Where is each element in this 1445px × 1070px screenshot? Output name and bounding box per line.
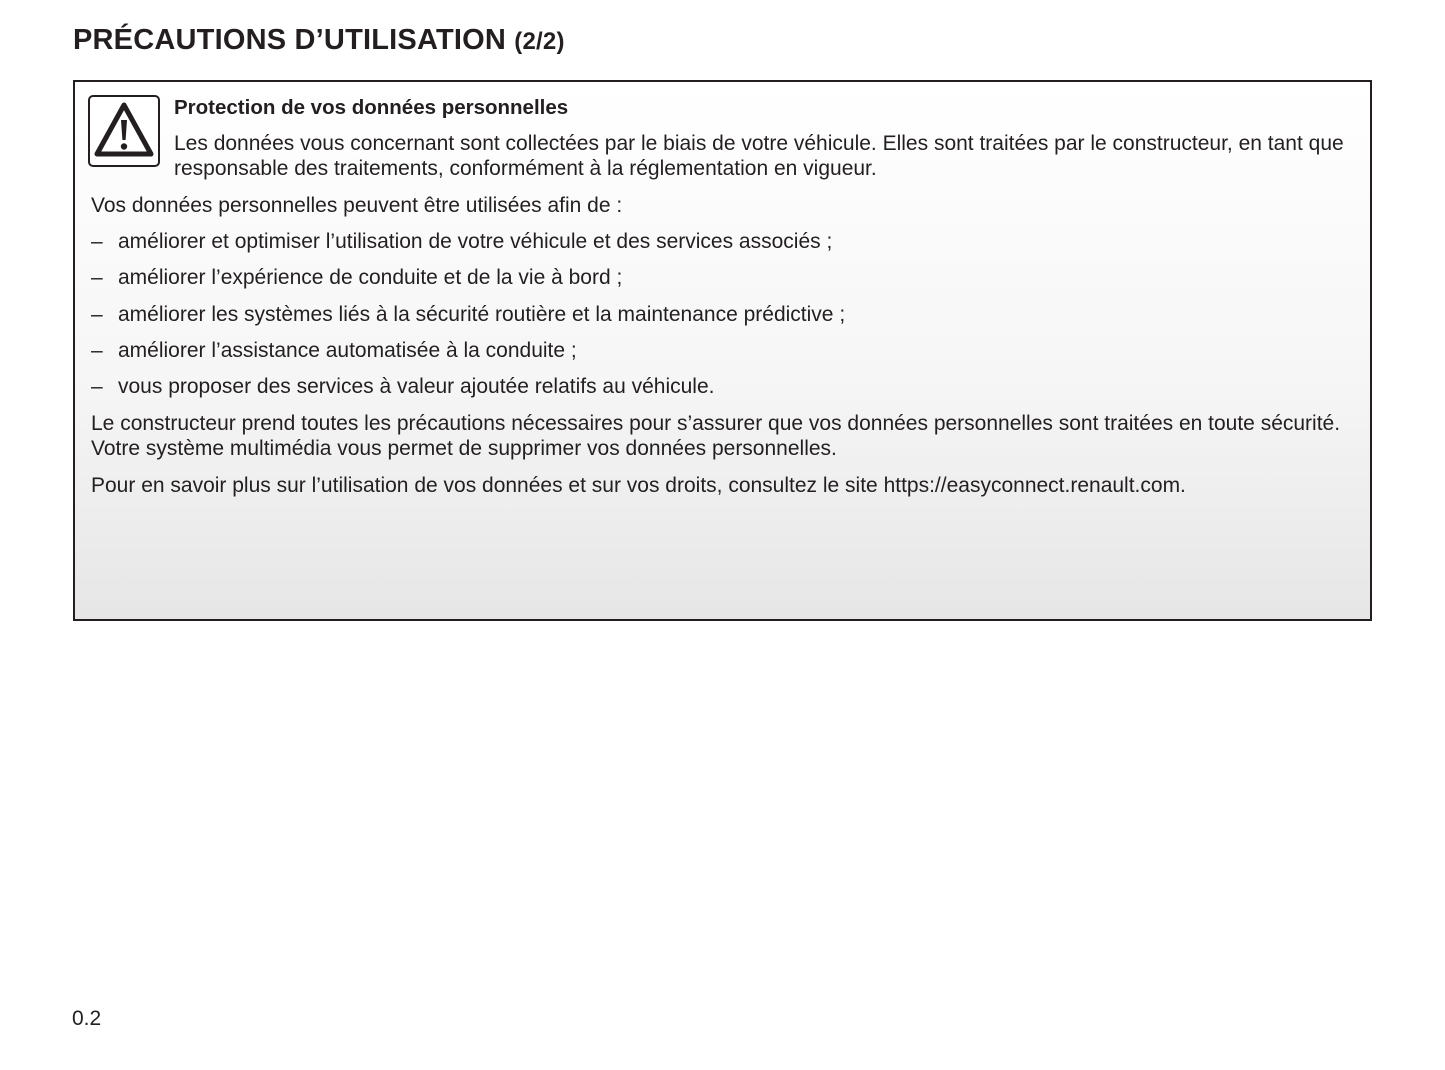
dash-marker: –: [91, 375, 103, 399]
list-item-text: vous proposer des services à valeur ajoutée relatifs au véhicule.: [118, 375, 715, 399]
list-item-text: améliorer les systèmes liés à la sécurité routière et la maintenance prédictive ;: [118, 302, 846, 326]
security-paragraph: Le constructeur prend toutes les précautions nécessaires pour s’assurer que vos données personnelles sont traitées en toute sécurité. Votre système multimédia vous permet de supprimer vos données personnelles.: [91, 412, 1341, 460]
page-number: 0.2: [72, 1007, 102, 1030]
list-item-text: améliorer l’assistance automatisée à la conduite ;: [118, 338, 577, 362]
dash-marker: –: [91, 266, 103, 290]
warning-box-title: Protection de vos données personnelles: [174, 96, 569, 119]
list-item-text: améliorer l’expérience de conduite et de la vie à bord ;: [118, 266, 623, 290]
page-title: [73, 24, 565, 57]
info-paragraph: Pour en savoir plus sur l’utilisation de vos données et sur vos droits, consultez le site https://easyconnect.renault.com.: [91, 474, 1186, 497]
lead-text: Vos données personnelles peuvent être utilisées afin de :: [91, 194, 623, 217]
dash-marker: –: [91, 338, 103, 362]
page-title-text: PRÉCAUTIONS D’UTILISATION: [73, 24, 507, 56]
intro-paragraph: Les données vous concernant sont collectées par le biais de votre véhicule. Elles sont traitées par le constructeur, en tant que responsable des traitements, conformément à la réglementation en vigueur.: [174, 132, 1344, 180]
dash-marker: –: [91, 230, 103, 253]
dash-marker: –: [91, 302, 103, 326]
page-title-suffix: (2/2): [514, 28, 565, 55]
list-item-text: améliorer et optimiser l’utilisation de votre véhicule et des services associés ;: [118, 230, 833, 253]
warning-box: [73, 80, 1372, 621]
warning-triangle-icon: [88, 95, 160, 167]
